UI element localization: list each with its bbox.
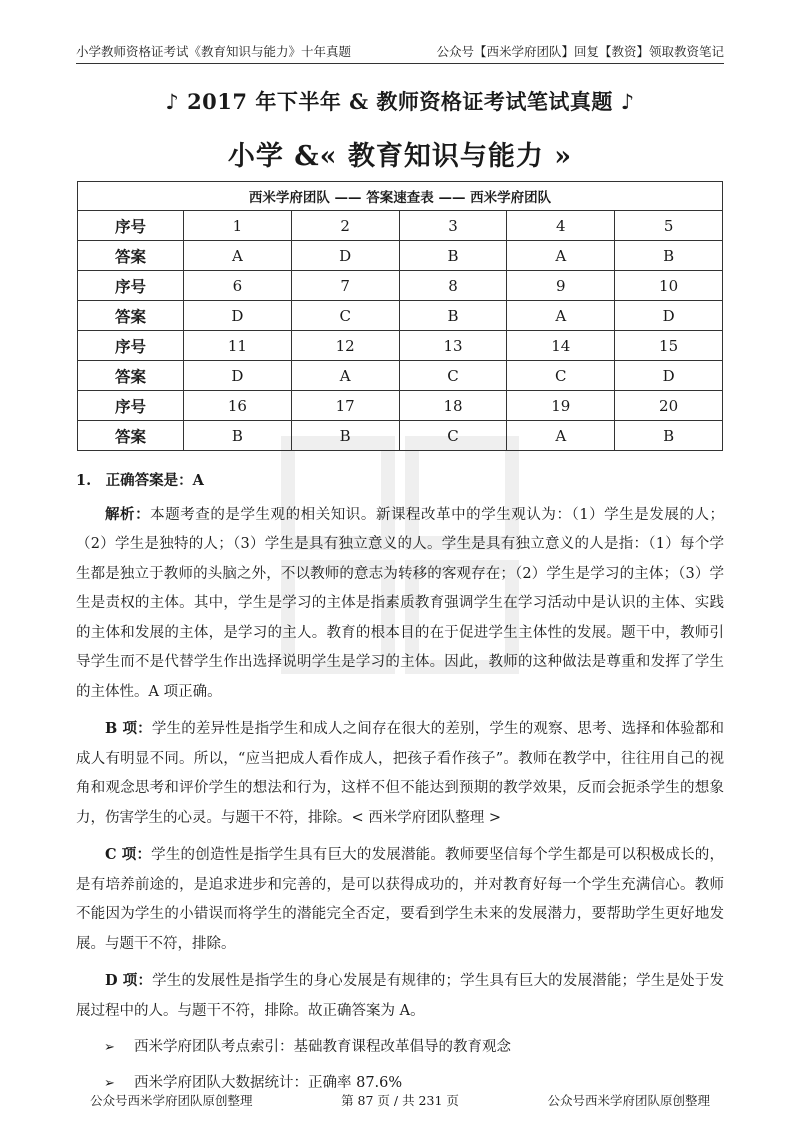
number-cell: 12 xyxy=(291,331,399,361)
number-cell: 3 xyxy=(399,211,507,241)
answer-row-label: 答案 xyxy=(78,301,184,331)
number-cell: 5 xyxy=(615,211,723,241)
answer-cell: B xyxy=(399,241,507,271)
answer-cell: A xyxy=(507,421,615,451)
option-b-paragraph xyxy=(76,714,724,833)
answer-cell: D xyxy=(184,301,292,331)
answer-cell: B xyxy=(399,301,507,331)
footer-left-text: 公众号西米学府团队原创整理 xyxy=(90,1093,253,1108)
answer-cell: A xyxy=(507,241,615,271)
number-cell: 7 xyxy=(291,271,399,301)
number-row-label: 序号 xyxy=(78,391,184,421)
number-row xyxy=(78,211,723,241)
number-row-label: 序号 xyxy=(78,271,184,301)
arrow-bullet-icon: ➢ xyxy=(104,1040,115,1055)
option-d-label: D 项： xyxy=(105,972,153,989)
answer-cell: C xyxy=(291,301,399,331)
answer-row xyxy=(78,301,723,331)
answer-cell: C xyxy=(399,361,507,391)
page-footer xyxy=(90,1091,710,1109)
arrow-bullet-icon: ➢ xyxy=(104,1075,115,1091)
exam-title: ♪ 2017 年下半年 & 教师资格证考试笔试真题 ♪ xyxy=(165,89,635,114)
footer-right-text: 公众号西米学府团队原创整理 xyxy=(547,1093,710,1108)
number-cell: 17 xyxy=(291,391,399,421)
page-header xyxy=(76,38,724,64)
number-row xyxy=(78,331,723,361)
number-cell: 6 xyxy=(184,271,292,301)
answer-row xyxy=(78,361,723,391)
number-cell: 20 xyxy=(615,391,723,421)
knowledge-point-text: 西米学府团队考点索引：基础教育课程改革倡导的教育观念 xyxy=(134,1039,511,1055)
option-d-paragraph xyxy=(76,966,724,1026)
header-right-text: 公众号【西米学府团队】回复【教资】领取教资笔记 xyxy=(436,44,724,59)
analysis-label: 解析： xyxy=(105,505,151,523)
answer-cell: D xyxy=(291,241,399,271)
number-row-label: 序号 xyxy=(78,211,184,241)
answer-row xyxy=(78,421,723,451)
answer-cell: A xyxy=(184,241,292,271)
subject-title: 小学 &« 教育知识与能力 » xyxy=(227,141,573,172)
analysis-paragraph xyxy=(76,500,724,708)
accuracy-stat-text: 西米学府团队大数据统计：正确率 87.6% xyxy=(134,1074,403,1091)
number-cell: 1 xyxy=(184,211,292,241)
number-row xyxy=(78,391,723,421)
number-cell: 18 xyxy=(399,391,507,421)
number-row xyxy=(78,271,723,301)
number-row-label: 序号 xyxy=(78,331,184,361)
option-c-text: 学生的创造性是指学生具有巨大的发展潜能。教师要坚信每个学生都是可以积极成长的，是有培养前途的，是追求进步和完善的，是可以获得成功的，并对教育好每一个学生充满信心。教师不能因为学生的小错误而将学生的潜能完全否定，要看到学生未来的发展潜力，要帮助学生更好地发展。与题干不符，排除。 xyxy=(76,847,724,952)
number-cell: 9 xyxy=(507,271,615,301)
question-explanation xyxy=(76,466,724,1104)
number-cell: 14 xyxy=(507,331,615,361)
header-left-text: 小学教师资格证考试《教育知识与能力》十年真题 xyxy=(76,44,352,59)
answer-table xyxy=(77,181,723,451)
answer-row xyxy=(78,241,723,271)
number-cell: 4 xyxy=(507,211,615,241)
answer-table-caption-row xyxy=(78,182,723,211)
option-c-paragraph xyxy=(76,840,724,959)
answer-cell: B xyxy=(291,421,399,451)
number-cell: 10 xyxy=(615,271,723,301)
answer-cell: D xyxy=(615,361,723,391)
answer-table-caption: 西米学府团队 —— 答案速查表 —— 西米学府团队 xyxy=(78,182,723,211)
question-heading: 1. 正确答案是：A xyxy=(76,472,204,489)
answer-cell: B xyxy=(615,421,723,451)
answer-row-label: 答案 xyxy=(78,241,184,271)
number-cell: 8 xyxy=(399,271,507,301)
answer-cell: C xyxy=(507,361,615,391)
number-cell: 2 xyxy=(291,211,399,241)
list-item xyxy=(104,1033,724,1063)
analysis-text: 本题考查的是学生观的相关知识。新课程改革中的学生观认为：（1）学生是发展的人；（2）学生是独特的人；（3）学生是具有独立意义的人。学生是具有独立意义的人是指：（1）每个学生都是独立于教师的头脑之外，不以教师的意志为转移的客观存在；（2）学生是学习的主体；（3）学生是责权的主体。其中，学生是学习的主体是指素质教育强调学生在学习活动中是认识的主体、实践的主体和发展的主体，是学习的主人。教育的根本目的在于促进学生主体性的发展。题干中，教师引导学生而不是代替学生作出选择说明学生是学习的主体。因此，教师的这种做法是尊重和发挥了学生的主体性。A 项正确。 xyxy=(76,506,724,700)
answer-cell: B xyxy=(184,421,292,451)
option-d-text: 学生的发展性是指学生的身心发展是有规律的；学生具有巨大的发展潜能；学生是处于发展过程中的人。与题干不符，排除。故正确答案为 A。 xyxy=(76,973,725,1019)
answer-cell: D xyxy=(184,361,292,391)
number-cell: 15 xyxy=(615,331,723,361)
answer-row-label: 答案 xyxy=(78,361,184,391)
number-cell: 19 xyxy=(507,391,615,421)
answer-cell: D xyxy=(615,301,723,331)
answer-cell: A xyxy=(507,301,615,331)
number-cell: 11 xyxy=(184,331,292,361)
number-cell: 16 xyxy=(184,391,292,421)
option-b-label: B 项： xyxy=(105,720,152,737)
option-c-label: C 项： xyxy=(105,846,152,863)
answer-cell: C xyxy=(399,421,507,451)
page-number: 第 87 页 / 共 231 页 xyxy=(341,1093,459,1108)
answer-cell: A xyxy=(291,361,399,391)
number-cell: 13 xyxy=(399,331,507,361)
answer-row-label: 答案 xyxy=(78,421,184,451)
answer-cell: B xyxy=(615,241,723,271)
option-b-text: 学生的差异性是指学生和成人之间存在很大的差别，学生的观察、思考、选择和体验都和成人有明显不同。所以，“应当把成人看作成人，把孩子看作孩子”。教师在教学中，往往用自己的视角和观念思考和评价学生的想法和行为，这样不但不能达到预期的教学效果，反而会扼杀学生的想象力，伤害学生的心灵。与题干不符，排除。< 西米学府团队整理 > xyxy=(76,721,725,826)
